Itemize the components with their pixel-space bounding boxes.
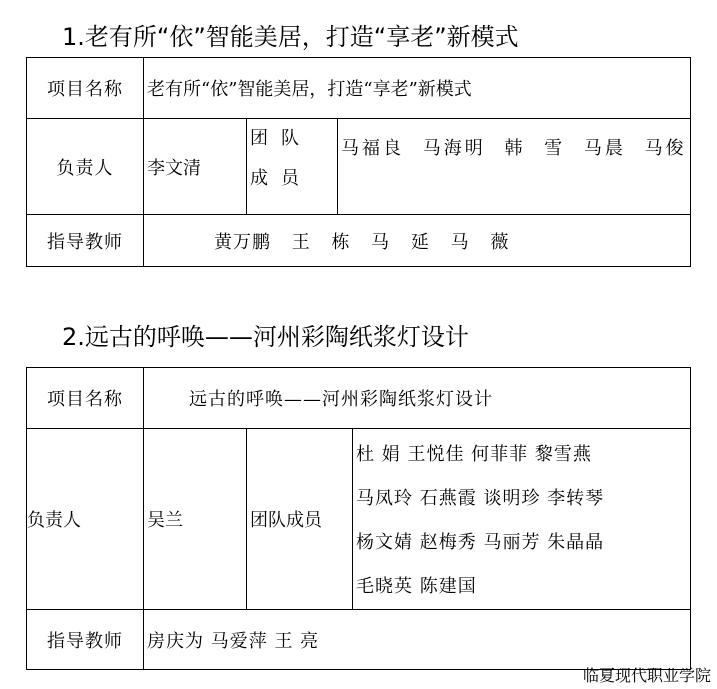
list-item: 毛晓英 陈建国 xyxy=(356,576,477,597)
table-row xyxy=(27,119,691,215)
list-item: 杜 娟 王悦佳 何菲菲 黎雪燕 xyxy=(356,444,592,465)
project-name-label: 项目名称 xyxy=(27,368,144,429)
table-row xyxy=(27,429,691,610)
team-members-value: 马福良 马海明 韩 雪 马晨 马俊 xyxy=(338,119,691,215)
advisor-label: 指导教师 xyxy=(27,610,144,670)
leader-label: 负责人 xyxy=(27,429,144,610)
project-2-table xyxy=(26,367,691,670)
institution-footer: 临夏现代职业学院 xyxy=(582,666,711,685)
list-item: 杨文婧 赵梅秀 马丽芳 朱晶晶 xyxy=(356,532,605,553)
project-1-table xyxy=(26,57,691,267)
team-members-value xyxy=(353,429,691,610)
advisor-value: 房庆为 马爱萍 王 亮 xyxy=(144,610,691,670)
table-row xyxy=(27,215,691,267)
table-row xyxy=(27,610,691,670)
leader-label: 负责人 xyxy=(27,119,144,215)
section-2-heading: 2.远古的呼唤——河州彩陶纸浆灯设计 xyxy=(62,323,469,351)
project-name-value: 老有所“依”智能美居，打造“享老”新模式 xyxy=(144,58,691,119)
team-members-label: 团队成员 xyxy=(247,119,338,215)
leader-value: 吴兰 xyxy=(144,429,247,610)
project-name-value: 远古的呼唤——河州彩陶纸浆灯设计 xyxy=(144,368,691,429)
section-1-heading: 1.老有所“依”智能美居，打造“享老”新模式 xyxy=(62,23,519,51)
table-row xyxy=(27,58,691,119)
table-row xyxy=(27,368,691,429)
leader-value: 李文清 xyxy=(144,119,247,215)
team-members-label: 团队成员 xyxy=(247,429,353,610)
project-name-label: 项目名称 xyxy=(27,58,144,119)
advisor-value: 黄万鹏 王 栋 马 延 马 薇 xyxy=(144,215,691,267)
advisor-label: 指导教师 xyxy=(27,215,144,267)
list-item: 马凤玲 石燕霞 谈明珍 李转琴 xyxy=(356,488,605,509)
